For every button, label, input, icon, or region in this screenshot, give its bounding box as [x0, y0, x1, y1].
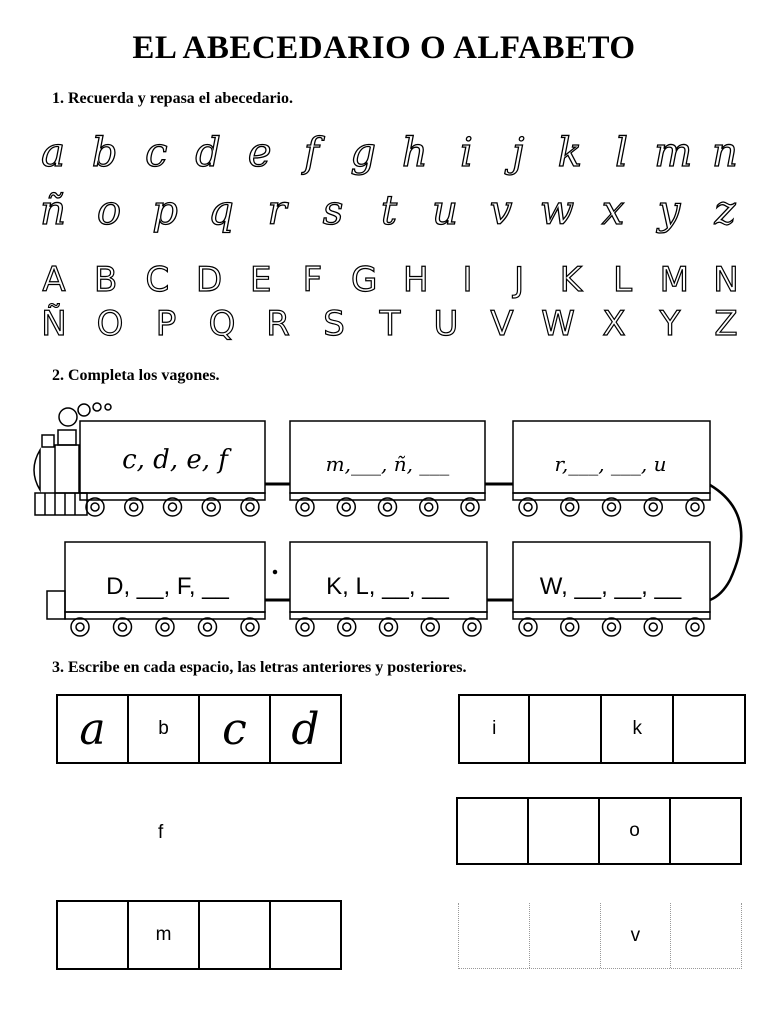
- wheel: [519, 618, 537, 636]
- tracing-letter: ñ: [40, 188, 68, 234]
- tracing-letter: K: [559, 260, 583, 300]
- wheel-hub: [426, 623, 434, 631]
- letter-boxes-row1-right: [458, 694, 746, 764]
- letter-box[interactable]: i: [460, 696, 530, 762]
- letter-boxes-row1-left: [56, 694, 342, 764]
- wheel: [199, 618, 217, 636]
- wheel: [421, 618, 439, 636]
- tracing-letter: l: [615, 130, 630, 176]
- tracing-letter: c: [145, 130, 170, 176]
- tracing-letter: b: [91, 130, 120, 176]
- tracing-letter: s: [322, 188, 346, 234]
- wheel-hub: [161, 623, 169, 631]
- wheel-hub: [91, 503, 99, 511]
- wheel-hub: [342, 503, 350, 511]
- letter-boxes-row3-left: [56, 900, 342, 970]
- tracing-letter: L: [613, 260, 633, 300]
- wagon-bottom-1-text: D, __, F, __: [106, 573, 229, 600]
- tracing-letter: G: [350, 260, 378, 300]
- tracing-letter: i: [460, 130, 475, 176]
- letter-boxes-row3-right: [458, 903, 742, 969]
- tracing-letter: P: [155, 304, 177, 344]
- tracing-letter: O: [96, 304, 124, 344]
- wheel: [603, 618, 621, 636]
- tracing-letter: A: [42, 260, 66, 300]
- letter-box: v: [601, 903, 672, 968]
- wheel: [71, 618, 89, 636]
- wheel-hub: [384, 503, 392, 511]
- tracing-letter: x: [601, 188, 627, 234]
- wheel: [686, 618, 704, 636]
- tracing-letter: X: [602, 304, 626, 344]
- tracing-letter: F: [302, 260, 323, 300]
- wheel-hub: [301, 623, 309, 631]
- wheel-hub: [76, 623, 84, 631]
- tracing-letter: m: [654, 130, 695, 176]
- tracing-letter: M: [659, 260, 689, 300]
- tracing-letter: r: [267, 188, 289, 234]
- letter-box[interactable]: [530, 903, 601, 968]
- cursive-lowercase-row-1: [30, 130, 750, 176]
- tracing-letter: W: [541, 304, 575, 344]
- wheel-hub: [691, 503, 699, 511]
- tracing-letter: t: [380, 188, 400, 234]
- wagon-top-2-text: m,___, ñ, ___: [325, 452, 450, 476]
- tracing-letter: n: [712, 130, 740, 176]
- letter-box[interactable]: [671, 903, 741, 968]
- wheel-hub: [425, 503, 433, 511]
- wheel-hub: [246, 503, 254, 511]
- letter-box[interactable]: [200, 902, 271, 968]
- tracing-letter: p: [152, 188, 180, 234]
- section-1-heading: 1. Recuerda y repasa el abecedario.: [52, 90, 293, 107]
- tracing-letter: j: [511, 130, 527, 176]
- wheel: [561, 618, 579, 636]
- letter-box[interactable]: [674, 696, 744, 762]
- cursive-lowercase-row-2: [30, 188, 750, 234]
- letter-box: m: [129, 902, 200, 968]
- wheel: [644, 618, 662, 636]
- letter-box[interactable]: [458, 799, 529, 863]
- letter-f-label: f: [158, 822, 164, 843]
- wheel-hub: [204, 623, 212, 631]
- tracing-letter: I: [462, 260, 473, 300]
- letter-box: d: [291, 703, 320, 755]
- tracing-letter: Y: [659, 304, 681, 344]
- tracing-letter: f: [304, 130, 321, 176]
- wheel: [114, 618, 132, 636]
- wheel: [338, 618, 356, 636]
- tracing-letter: J: [514, 260, 525, 300]
- tracing-letter: e: [247, 130, 274, 176]
- wagon-top-3-text: r,___, ___, u: [554, 452, 667, 476]
- tracing-letter: E: [250, 260, 272, 300]
- tracing-letter: v: [489, 188, 515, 234]
- wheel-hub: [119, 623, 127, 631]
- wheel: [463, 618, 481, 636]
- tracing-letter: U: [433, 304, 459, 344]
- letter-box: c: [200, 696, 271, 762]
- tracing-letter: N: [713, 260, 739, 300]
- tracing-letter: d: [195, 130, 223, 176]
- wheel-hub: [608, 623, 616, 631]
- tracing-letter: T: [379, 304, 401, 344]
- wheel-hub: [524, 503, 532, 511]
- tracing-letter: B: [94, 260, 118, 300]
- tracing-letter: Q: [208, 304, 236, 344]
- tracing-letter: Ñ: [41, 304, 67, 344]
- letter-box[interactable]: [58, 902, 129, 968]
- wagon-wheels: [71, 498, 704, 636]
- tracing-letter: S: [323, 304, 345, 344]
- letter-box: o: [600, 799, 671, 863]
- tracing-letter: o: [96, 188, 124, 234]
- wheel-hub: [566, 623, 574, 631]
- letter-box: k: [602, 696, 674, 762]
- letter-box: a: [58, 696, 129, 762]
- section-3-heading: 3. Escribe en cada espacio, las letras anteriores y posteriores.: [52, 659, 467, 676]
- tracing-letter: h: [401, 130, 430, 176]
- wheel-hub: [343, 623, 351, 631]
- wheel-hub: [649, 503, 657, 511]
- tracing-letter: w: [539, 188, 577, 234]
- wheel-hub: [169, 503, 177, 511]
- wagon-bottom-2-text: K, L, __, __: [326, 573, 449, 600]
- tracing-letter: q: [208, 188, 236, 234]
- wheel-hub: [385, 623, 393, 631]
- wheel: [296, 618, 314, 636]
- tracing-letter: Z: [714, 304, 738, 344]
- train-illustration: [0, 395, 768, 645]
- print-uppercase-row-1: [30, 260, 750, 300]
- tracing-letter: R: [266, 304, 290, 344]
- tracing-letter: y: [657, 188, 683, 234]
- letter-box: b: [129, 696, 200, 762]
- wheel-hub: [524, 623, 532, 631]
- tracing-letter: g: [350, 130, 378, 176]
- letter-box[interactable]: [529, 799, 600, 863]
- wheel: [380, 618, 398, 636]
- letter-box[interactable]: [671, 799, 740, 863]
- wheel: [156, 618, 174, 636]
- tracing-letter: u: [432, 188, 460, 234]
- wheel-hub: [608, 503, 616, 511]
- wheel-hub: [691, 623, 699, 631]
- tracing-letter: V: [490, 304, 514, 344]
- letter-box[interactable]: [530, 696, 602, 762]
- wheel-hub: [466, 503, 474, 511]
- letter-box[interactable]: [271, 902, 340, 968]
- tracing-letter: C: [145, 260, 170, 300]
- tracing-letter: k: [557, 130, 584, 176]
- letter-box[interactable]: [459, 903, 530, 968]
- wheel: [241, 618, 259, 636]
- wheel-hub: [301, 503, 309, 511]
- wheel-hub: [468, 623, 476, 631]
- tracing-letter: H: [403, 260, 429, 300]
- print-uppercase-row-2: [30, 304, 750, 344]
- wheel-hub: [207, 503, 215, 511]
- tracing-letter: z: [714, 188, 738, 234]
- wagon-bottom-3-text: W, __, __, __: [539, 573, 682, 600]
- letter-boxes-row2-right: [456, 797, 742, 865]
- section-2-heading: 2. Completa los vagones.: [52, 367, 220, 384]
- worksheet-title: EL ABECEDARIO O ALFABETO: [132, 30, 636, 66]
- wheel-hub: [246, 623, 254, 631]
- tracing-letter: a: [41, 130, 67, 176]
- wheel-hub: [130, 503, 138, 511]
- wheel-hub: [649, 623, 657, 631]
- tracing-letter: D: [195, 260, 223, 300]
- wagon-top-1-text: c, d, e, f: [122, 445, 228, 475]
- wheel-hub: [566, 503, 574, 511]
